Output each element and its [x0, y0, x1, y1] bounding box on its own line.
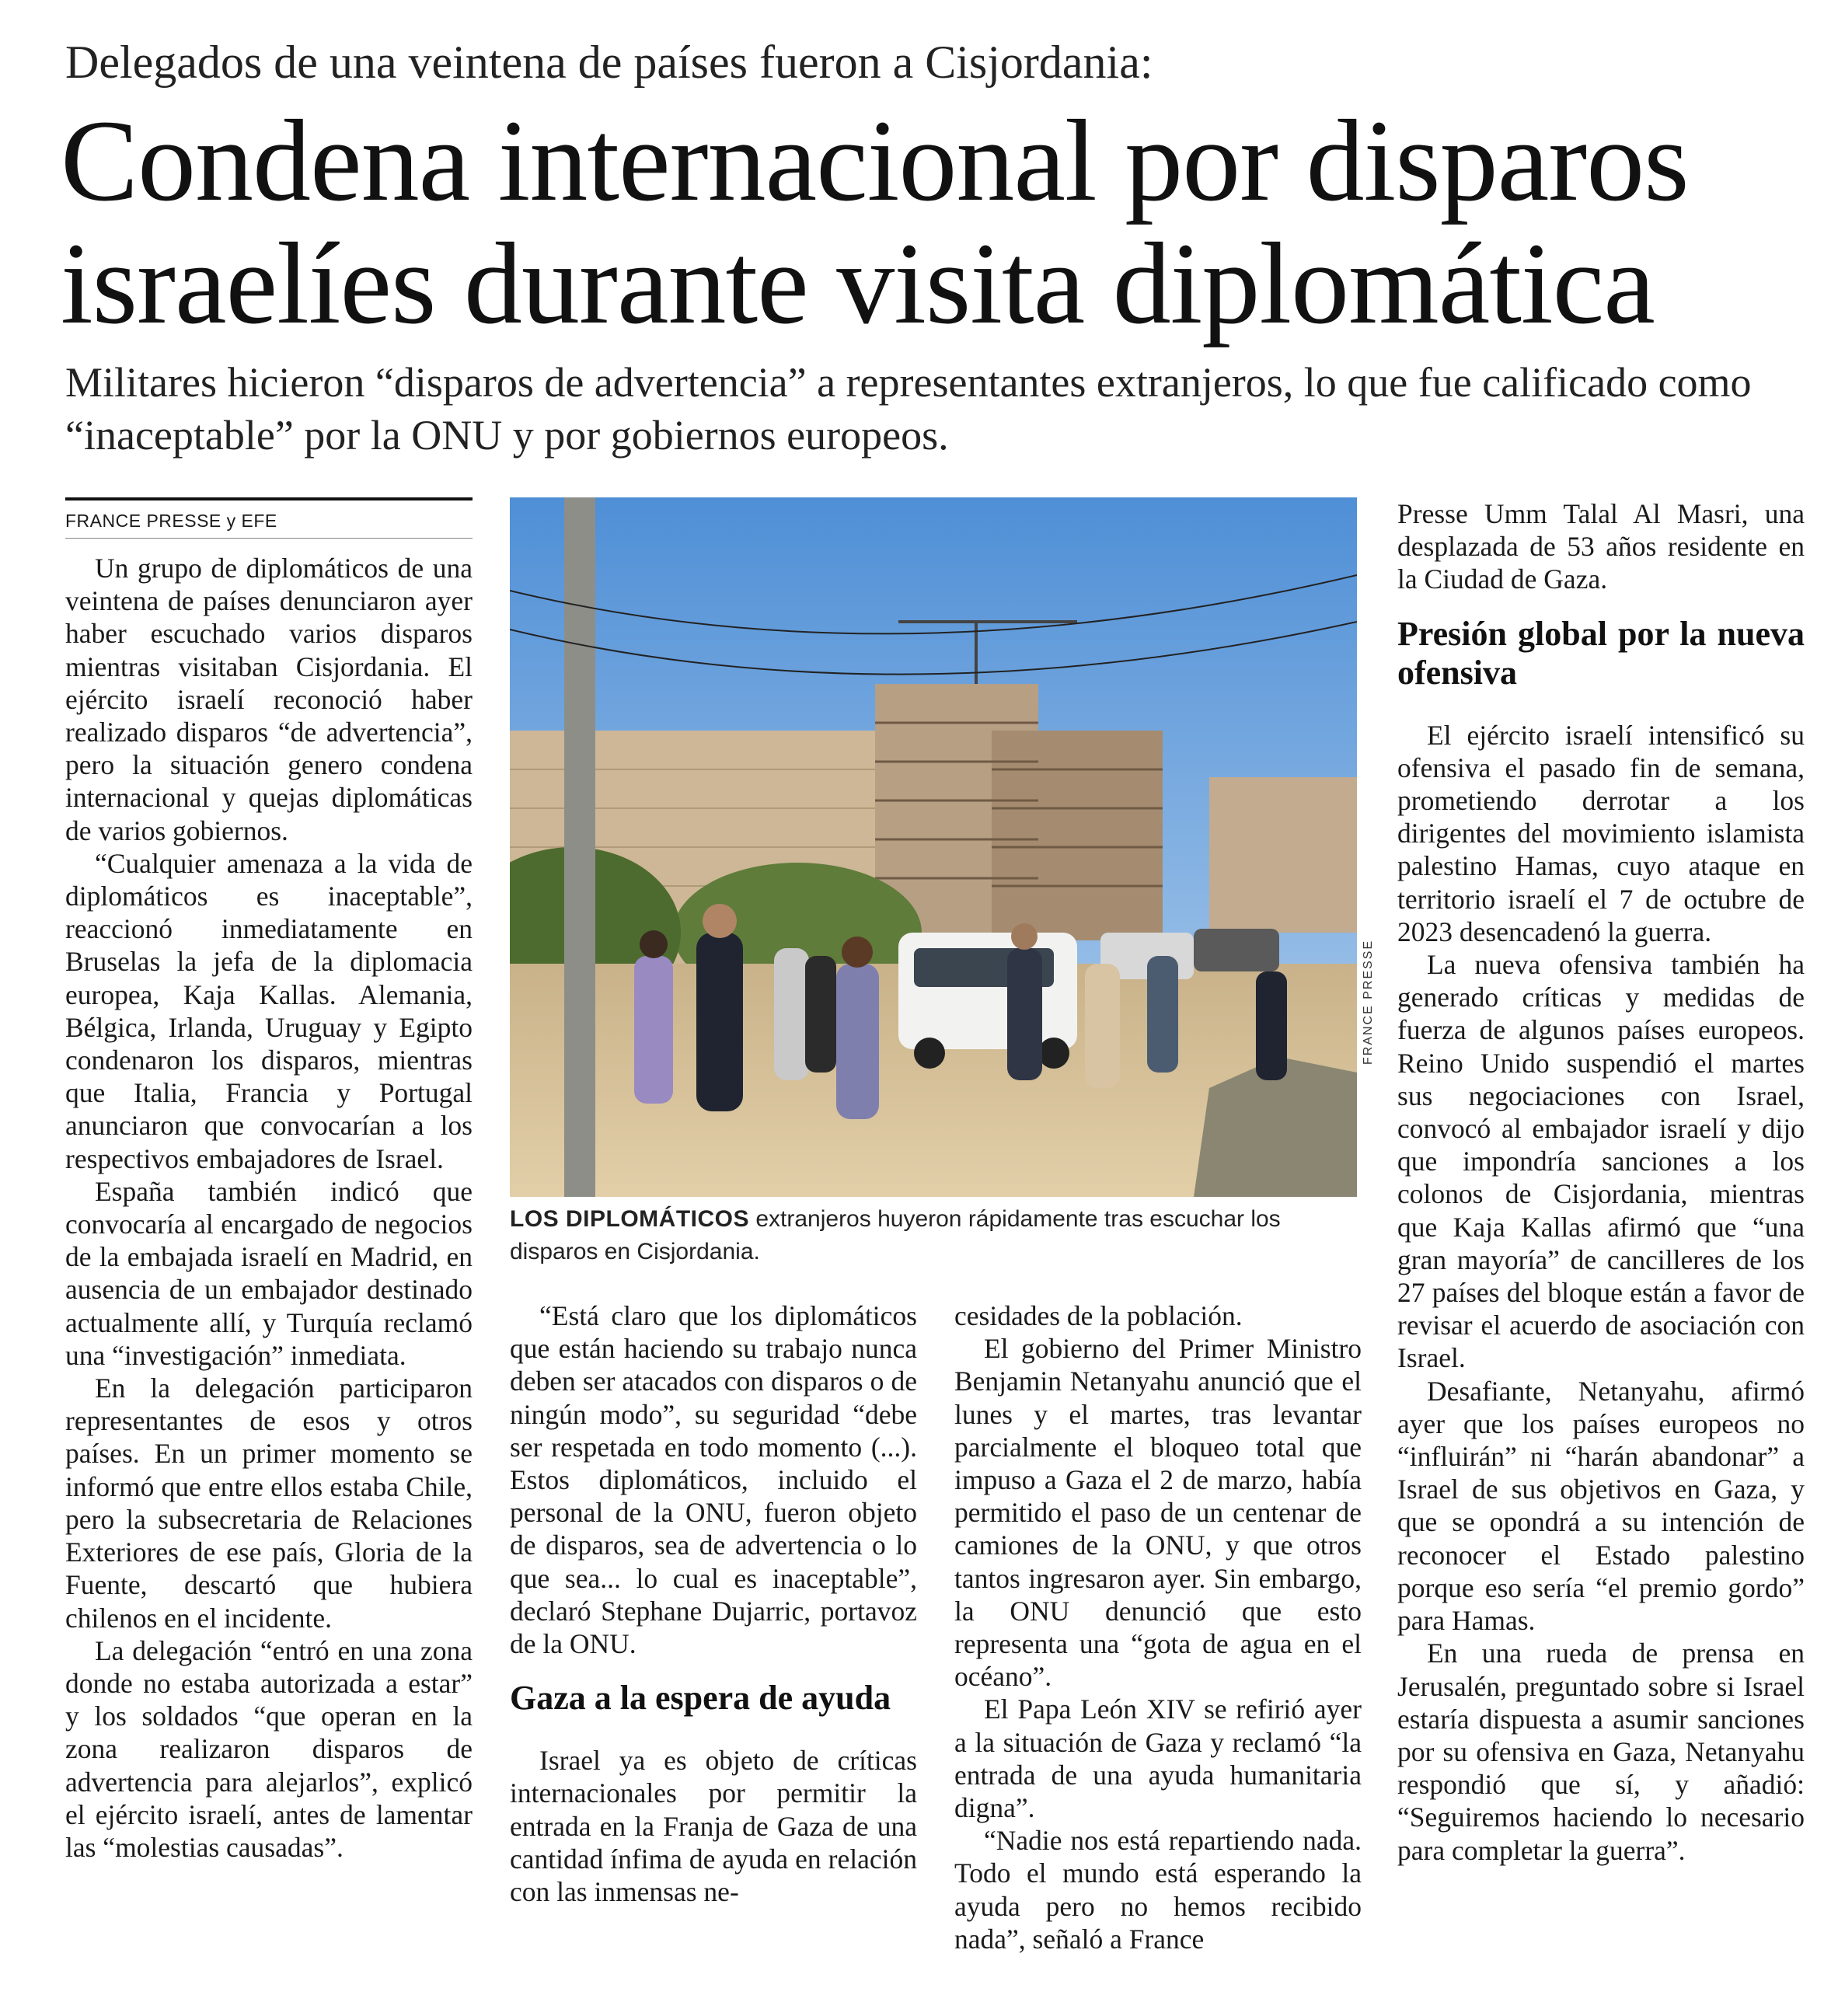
kicker: Delegados de una veintena de países fueron a Cisjordania: — [65, 37, 1153, 88]
paragraph: Desafiante, Netanyahu, afirmó ayer que los países europeos no “influirán” ni “harán abandonar” a Israel de sus objetivos en Gaza, y que se opondrá a su intención de reconocer el Estado palestino porque eso sería “el premio gordo” para Hamas. — [1397, 1375, 1805, 1637]
byline: FRANCE PRESSE y EFE — [65, 511, 277, 531]
subhead-gaza: Gaza a la espera de ayuda — [510, 1679, 891, 1718]
byline-rule — [65, 497, 473, 501]
paragraph: En la delegación participaron representantes de esos y otros países. En un primer momento se informó que entre ellos estaba Chile, pero la subsecretaria de Relaciones Exteriores de ese país, Gloria de la Fuente, descartó que hubiera chilenos en el incidente. — [65, 1372, 473, 1634]
paragraph: Israel ya es objeto de críticas internacionales por permitir la entrada en la Franja de Gaza de una cantidad ínfima de ayuda en relación con las inmensas ne- — [510, 1745, 917, 1908]
deck: Militares hicieron “disparos de advertencia” a representantes extranjeros, lo que fue calificado como “inaceptable” por la ONU y por gobiernos europeos. — [65, 359, 1752, 459]
paragraph: cesidades de la población. — [954, 1300, 1243, 1331]
caption-text: extranjeros huyeron rápidamente tras escuchar los disparos en Cisjordania. — [510, 1206, 1281, 1264]
photo-caption — [510, 1203, 1357, 1268]
headline-line-1: Condena internacional por disparos — [61, 96, 1689, 225]
paragraph: La delegación “entró en una zona donde no estaba autorizada a estar” y los soldados “que operan en la zona realizaron disparos de advertencia para alejarlos”, explicó el ejército israelí, antes de lamentar las “molestias causadas”. — [65, 1634, 473, 1863]
paragraph: España también indicó que convocaría al encargado de negocios de la embajada israelí en Madrid, en ausencia de un embajador destinado actualmente allí, y Turquía reclamó una “investigación” inmediata. — [65, 1175, 473, 1371]
paragraph: El Papa León XIV se refirió ayer a la situación de Gaza y reclamó “la entrada de una ayuda humanitaria digna”. — [954, 1693, 1362, 1824]
headline — [61, 96, 1801, 348]
subhead-presion: Presión global por la nueva ofensiva — [1397, 614, 1805, 692]
byline-divider — [65, 538, 473, 539]
paragraph: Presse Umm Talal Al Masri, una desplazada de 53 años residente en la Ciudad de Gaza. — [1397, 498, 1805, 595]
paragraph: En una rueda de prensa en Jerusalén, preguntado sobre si Israel estaría dispuesta a asumir sanciones por su ofensiva en Gaza, Netanyahu respondió que sí, y añadió: “Seguiremos haciendo lo necesario para completar la guerra”. — [1397, 1638, 1805, 1866]
news-photo — [510, 497, 1357, 1197]
column-4 — [1397, 497, 1805, 1867]
paragraph: “Nadie nos está repartiendo nada. Todo el mundo está esperando la ayuda pero no hemos recibido nada”, señaló a France — [954, 1825, 1362, 1955]
paragraph: La nueva ofensiva también ha generado críticas y medidas de fuerza de algunos países europeos. Reino Unido suspendió el martes sus negociaciones con Israel, convocó al embajador israelí y dijo que impondría sanciones a los colonos de Cisjordania, mientras que Kaja Kallas afirmó que “una gran mayoría” de cancilleres de los 27 países del bloque están a favor de revisar el acuerdo de asociación con Israel. — [1397, 949, 1805, 1374]
column-3 — [954, 1299, 1362, 1955]
paragraph: “Cualquier amenaza a la vida de diplomáticos es inaceptable”, reaccionó inmediatamente en Bruselas la jefa de la diplomacia europea, Kaja Kallas. Alemania, Bélgica, Irlanda, Uruguay y Egipto condenaron los disparos, mientras que Italia, Francia y Portugal anunciaron que convocarían a los respectivos embajadores de Israel. — [65, 847, 473, 1174]
photo-credit: FRANCE PRESSE — [1362, 939, 1375, 1065]
paragraph: El ejército israelí intensificó su ofensiva el pasado fin de semana, prometiendo derrotar a los dirigentes del movimiento islamista palestino Hamas, cuyo ataque en territorio israelí el 7 de octubre de 2023 desencadenó la guerra. — [1397, 719, 1805, 947]
column-2 — [510, 1299, 917, 1908]
street-scene-illustration — [510, 497, 1357, 1197]
paragraph: “Está claro que los diplomáticos que están haciendo su trabajo nunca deben ser atacados con disparos o de ningún modo”, su seguridad “debe ser respetada en todo momento (...). Estos diplomáticos, incluido el personal de la ONU, fueron objeto de disparos, sea de advertencia o lo que sea... lo cual es inaceptable”, declaró Stephane Dujarric, portavoz de la ONU. — [510, 1300, 917, 1660]
paragraph: El gobierno del Primer Ministro Benjamin Netanyahu anunció que el lunes y el martes, tras levantar parcialmente el bloqueo total que impuso a Gaza el 2 de marzo, había permitido el paso de un centenar de camiones de la ONU, y que otros tantos ingresaron ayer. Sin embargo, la ONU denunció que esto representa una “gota de agua en el océano”. — [954, 1333, 1362, 1693]
paragraph: Un grupo de diplomáticos de una veintena de países denunciaron ayer haber escuchado varios disparos mientras visitaban Cisjordania. El ejército israelí reconoció haber realizado disparos “de advertencia”, pero la situación genero condena internacional y quejas diplomáticas de varios gobiernos. — [65, 553, 473, 846]
caption-lead: LOS DIPLOMÁTICOS — [510, 1206, 749, 1232]
headline-line-2: israelíes durante visita diplomática — [61, 219, 1655, 348]
